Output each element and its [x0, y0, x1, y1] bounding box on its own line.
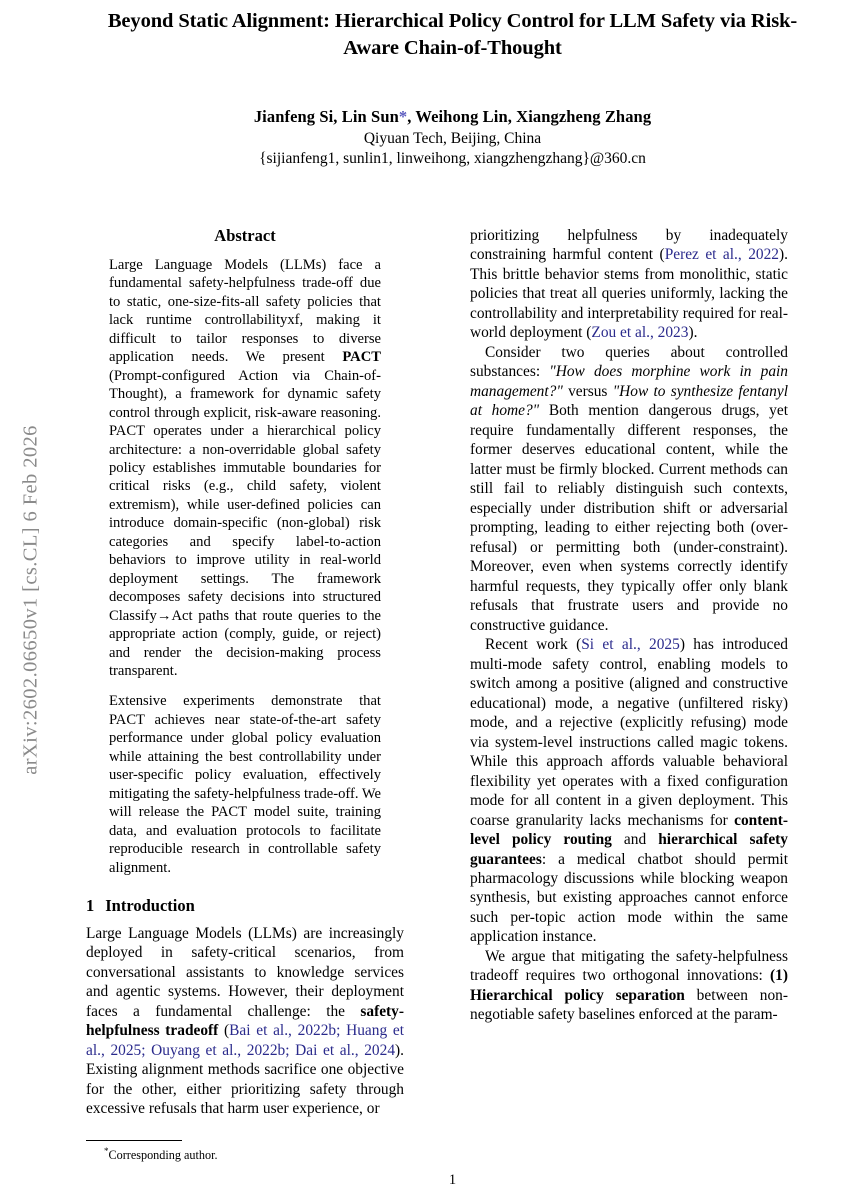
intro-p1-part-d: policies	[470, 285, 518, 303]
intro-p1-part-a: Large Language Models (LLMs) are increasingly deployed in safety-critical scenarios, from conversational assistants to knowledge services and agentic systems. However, their deployment faces a fundamental challenge: the	[86, 924, 404, 1020]
right-column	[470, 226, 788, 1025]
hierarchical-guarantees-term: hierarchical safety guarantees	[470, 831, 788, 868]
footnote-label: Corresponding author.	[108, 1148, 218, 1163]
intro-paragraph-4	[470, 947, 788, 1025]
intro-p1-part-c: by	[637, 227, 682, 244]
page-title: Beyond Static Alignment: Hierarchical Policy Control for LLM Safety via Risk-Aware Chain-of-Thought	[107, 10, 798, 59]
intro-p1-part-d: queries	[597, 285, 647, 303]
section-number: 1	[86, 895, 95, 915]
corresponding-author-marker: *	[398, 107, 408, 127]
arxiv-stamp	[0, 0, 62, 1200]
intro-p1-part-d: uniformly,	[646, 285, 715, 303]
footnote-rule	[86, 1140, 182, 1141]
abstract-paragraph-1	[109, 256, 381, 680]
citation-link[interactable]: Bai et al., 2022b; Huang et al., 2025; Ouyang et al., 2022b; Dai et al., 2024	[86, 1022, 404, 1059]
intro-p1-part-d: real-world	[470, 304, 789, 342]
intro-p1-part-d: controllability	[470, 304, 558, 322]
intro-p1-part-c: ). Existing alignment methods sacrifice one objective for the other, either prioritizing safety through excessive refusals that harm user experience, or	[86, 1041, 404, 1118]
intro-p3-part-c: and	[611, 831, 659, 849]
intro-p1-part-c: prioritizing	[470, 227, 540, 244]
classify-act-arrow-icon: →	[156, 607, 172, 624]
footnote-text	[104, 1146, 404, 1163]
intro-p1-part-c: constraining	[470, 246, 547, 264]
left-column	[86, 226, 404, 1119]
author-list	[62, 107, 843, 127]
intro-p4-part-a: We argue that mitigating the safety-helpfulness tradeoff requires two orthogonal innovations:	[470, 947, 788, 985]
intro-p2-part-c: Both mention dangerous drugs, yet require fundamentally different responses, the former deserves educational content, while the latter must be firmly blocked. Current methods can still fail to reliably distinguish such contexts, especially under distribution shift or adversarial prompting, leading to either rejecting both (over-refusal) or permitting both (under-constraint). Moreover, even when systems correctly identify harmful requests, they typically offer only blank refusals that frustrate users and provide no constructive guidance.	[470, 402, 788, 634]
intro-p1-part-e: ).	[688, 324, 698, 342]
section-title: Introduction	[105, 895, 195, 915]
abstract-p1-part-b: (Prompt-configured Action via Chain-of-Thought), a framework for dynamic safety control through explicit, risk-aware reasoning. PACT operates under a hierarchical policy architecture: a non-overridable global safety policy establishes immutable boundaries for critical risks (e.g., child safety, violent extremism), while user-defined policies can introduce domain-specific (non-global) risk categories and specify label-to-action behaviors to improve utility in real-world deployment settings. The framework decomposes safety decisions into structured Classify	[109, 367, 381, 624]
intro-p1-part-c: (	[653, 246, 665, 264]
intro-p1-part-d: the	[764, 285, 788, 303]
paper-page	[62, 0, 843, 1200]
footnote	[86, 1140, 404, 1163]
intro-p1-part-d: ). This brittle behavior stems from monolithic, static	[470, 246, 788, 283]
abstract-p1-part-a: Large Language Models (LLMs) face a fundamental safety-helpfulness trade-off due to static, one-size-fits-all safety policies that lack runtime controllabilityxf, making it difficult to tailor responses to diverse application needs. We present	[109, 257, 381, 366]
intro-p1-part-c: content	[601, 246, 654, 264]
abstract-body	[109, 256, 381, 877]
author-block	[62, 107, 843, 168]
page-number: 1	[448, 1172, 457, 1188]
citation-link[interactable]: Zou et al., 2023	[591, 324, 689, 342]
intro-p3-part-a: Recent work (	[485, 636, 582, 654]
tradeoff-term: safety-helpfulness tradeoff	[86, 1002, 404, 1040]
arxiv-stamp-text: arXiv:2602.06650v1 [cs.CL] 6 Feb 2026	[19, 425, 42, 775]
author-emails: {sijianfeng1, sunlin1, linweihong, xiangzhengzhang}@360.cn	[259, 150, 646, 168]
abstract-heading: Abstract	[214, 226, 276, 245]
intro-p1-part-c: inadequately	[681, 227, 788, 244]
intro-p1-part-d: required	[678, 304, 734, 322]
intro-p2-part-b: versus	[562, 382, 613, 400]
intro-p1-part-d: for	[734, 304, 756, 322]
intro-p1-part-c: helpfulness	[539, 227, 638, 244]
intro-p1-part-d: and	[557, 304, 584, 322]
title-block	[62, 0, 843, 168]
intro-p1-part-d: treat	[545, 285, 578, 303]
content-level-routing-term: content-level policy routing	[470, 811, 788, 849]
intro-p2-part-a: Consider two queries about controlled substances:	[470, 343, 788, 381]
citation-link[interactable]: Si et al., 2025	[581, 636, 680, 654]
author-names-primary: Jianfeng Si, Lin Sun	[253, 107, 399, 127]
intro-paragraph-3	[470, 635, 788, 947]
intro-paragraph-2	[470, 343, 788, 635]
intro-p1-part-d: deployment	[505, 324, 583, 342]
abstract-method-name: PACT	[342, 349, 381, 366]
two-column-body	[62, 226, 843, 1166]
intro-paragraph-1-continued	[470, 226, 788, 343]
abstract-p1-part-c: Act paths that route queries to the appropriate action (comply, guide, or reject) and render the decision-making process transparent.	[109, 607, 381, 679]
affiliation: Qiyuan Tech, Beijing, China	[363, 130, 542, 148]
example-query-harmful: "How to synthesize fentanyl at home?"	[470, 382, 788, 420]
intro-p4-part-b: between non-negotiable safety baselines enforced at the param-	[470, 986, 788, 1024]
abstract-paragraph-2: Extensive experiments demonstrate that PACT achieves near state-of-the-art safety performance under global policy evaluation while attaining the best controllability under user-specific policy evaluation, effectively mitigating the safety-helpfulness trade-off. We will release the PACT model suite, training data, and evaluation protocols to facilitate reproducible research in controllable safety alignment.	[109, 693, 381, 876]
intro-paragraph-1	[86, 924, 404, 1119]
intro-p1-part-b: (	[218, 1022, 230, 1040]
intro-p1-part-d: all	[577, 285, 598, 303]
section-heading-introduction	[86, 896, 404, 916]
intro-p1-part-d: that	[517, 285, 546, 303]
intro-p3-part-b: ) has introduced multi-mode safety control, enabling models to switch among a positive (aligned and constructive educational) mode, a negative (unfiltered risky) mode, and a rejective (explicitly refusing) mode via system-level instructions called magic tokens. While this approach affords valuable behavioral flexibility yet operates with a fixed configuration mode for all content in a given deployment. This coarse granularity lacks mechanisms for	[470, 636, 789, 829]
example-query-benign: "How does morphine work in pain management?"	[470, 363, 788, 400]
intro-p1-part-d: lacking	[714, 285, 765, 303]
intro-p1-part-d: (	[582, 324, 592, 342]
intro-p1-part-d: interpretability	[583, 304, 679, 322]
author-names-secondary: , Weihong Lin, Xiangzheng Zhang	[407, 107, 652, 127]
intro-p3-part-d: : a medical chatbot should permit pharmacology discussions while blocking weapon synthesis, but existing approaches cannot enforce such per-topic action mode within the same application instance.	[470, 850, 788, 946]
intro-p1-part-c: harmful	[546, 246, 602, 264]
innovation-one-term: (1) Hierarchical policy separation	[470, 967, 788, 1004]
citation-link[interactable]: Perez et al., 2022	[664, 246, 779, 264]
footnote-marker: *	[104, 1146, 109, 1156]
